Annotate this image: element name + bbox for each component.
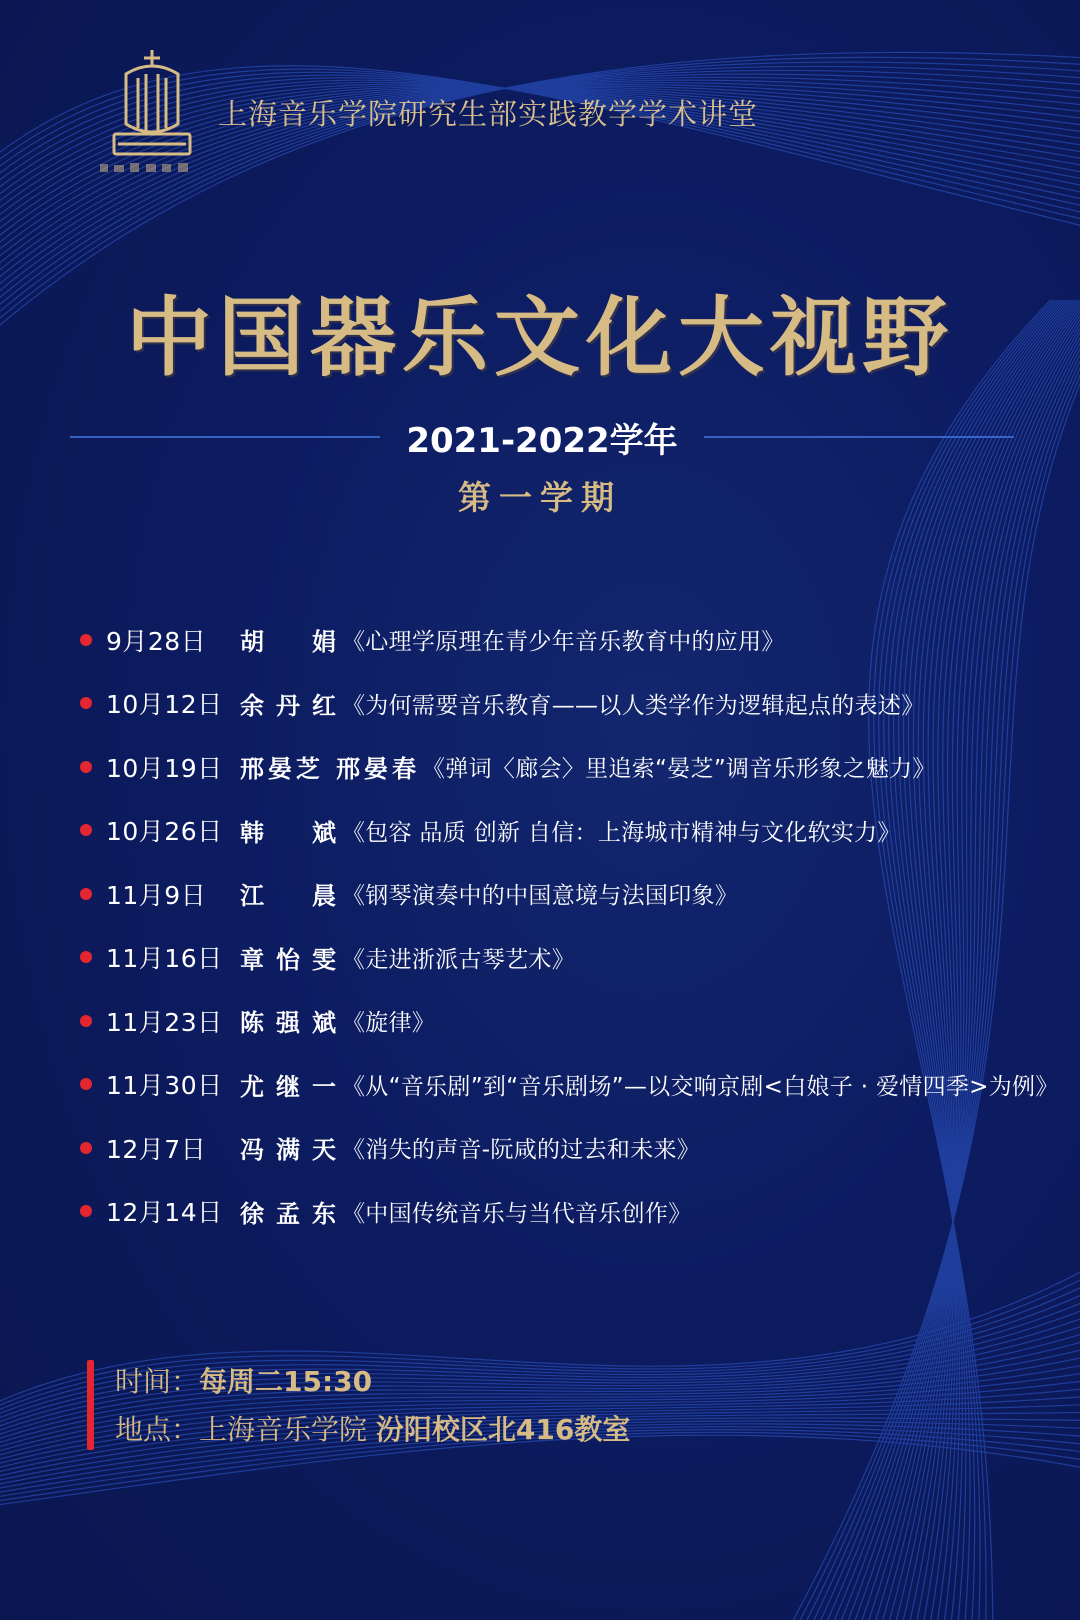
academic-year-row [70, 415, 1014, 459]
lecture-date: 11月23日 [106, 1007, 223, 1037]
bullet-icon [80, 824, 92, 836]
lecture-date: 10月12日 [106, 690, 223, 720]
lecture-topic: 《心理学原理在青少年音乐教育中的应用》 [342, 629, 785, 656]
schedule-row [80, 672, 1040, 736]
schedule-row [80, 1180, 1040, 1244]
lecture-topic: 《从“音乐剧”到“音乐剧场”—以交响京剧<白娘子 · 爱情四季>为例》 [342, 1073, 1059, 1100]
lecture-date: 11月30日 [106, 1071, 223, 1101]
schedule-row [80, 1053, 1059, 1117]
schedule-row [80, 989, 1040, 1053]
schedule-row [80, 862, 1040, 926]
time-value: 每周二15:30 [199, 1365, 373, 1398]
lecture-speaker: 胡 娟 [240, 628, 336, 657]
place-school: 上海音乐学院 [199, 1413, 376, 1446]
schedule-row [80, 799, 1040, 863]
bullet-icon [80, 761, 92, 773]
lecture-speaker: 章怡雯 [240, 945, 336, 974]
bullet-icon [80, 697, 92, 709]
lecture-topic: 《消失的声音-阮咸的过去和未来》 [342, 1137, 701, 1164]
lecture-topic: 《中国传统音乐与当代音乐创作》 [342, 1200, 692, 1227]
bullet-icon [80, 1078, 92, 1090]
main-title: 中国器乐文化大视野 [126, 287, 954, 388]
lecture-date: 12月7日 [106, 1134, 207, 1164]
info-place [115, 1408, 630, 1448]
lecture-topic: 《为何需要音乐教育——以人类学作为逻辑起点的表述》 [342, 692, 925, 719]
schedule-row [80, 926, 1040, 990]
lecture-topic: 《钢琴演奏中的中国意境与法国印象》 [342, 883, 739, 910]
lecture-speaker: 冯满天 [240, 1136, 336, 1165]
info-time [115, 1360, 372, 1400]
divider-right [704, 436, 1014, 438]
lecture-topic: 《弹词〈廊会〉里追索“晏芝”调音乐形象之魅力》 [422, 756, 936, 783]
schedule-row [80, 1116, 1040, 1180]
lecture-date: 10月26日 [106, 817, 223, 847]
time-label: 时间： [115, 1365, 200, 1398]
divider-left [70, 436, 380, 438]
lecture-date: 10月19日 [106, 753, 223, 783]
bullet-icon [80, 888, 92, 900]
bullet-icon [80, 1142, 92, 1154]
lecture-speaker: 江 晨 [240, 882, 336, 911]
organizer-name: 上海音乐学院研究生部实践教学学术讲堂 [218, 97, 759, 131]
lecture-speaker: 尤继一 [240, 1072, 336, 1101]
semester-label: 第一学期 [458, 478, 622, 517]
academic-year: 2021-2022学年 [406, 420, 678, 461]
schedule-row [80, 735, 1040, 799]
lecture-date: 11月16日 [106, 944, 223, 974]
lecture-topic: 《包容 品质 创新 自信：上海城市精神与文化软实力》 [342, 819, 901, 846]
lecture-schedule [80, 608, 1059, 1243]
lecture-speaker: 韩 斌 [240, 818, 336, 847]
bullet-icon [80, 951, 92, 963]
lecture-speaker: 余丹红 [240, 691, 336, 720]
bullet-icon [80, 1015, 92, 1027]
lecture-topic: 《走进浙派古琴艺术》 [342, 946, 575, 973]
lecture-speaker: 徐孟东 [240, 1199, 336, 1228]
lecture-speaker: 邢晏芝 邢晏春 [240, 755, 416, 784]
schedule-row [80, 608, 1040, 672]
bullet-icon [80, 634, 92, 646]
lecture-date: 11月9日 [106, 880, 207, 910]
place-room: 汾阳校区北416教室 [375, 1413, 631, 1446]
lecture-speaker: 陈强斌 [240, 1009, 336, 1038]
info-accent-bar [87, 1360, 94, 1450]
lecture-topic: 《旋律》 [342, 1010, 436, 1037]
bullet-icon [80, 1205, 92, 1217]
lyre-logo-icon [100, 44, 204, 184]
place-label: 地点： [115, 1413, 200, 1446]
lecture-date: 12月14日 [106, 1198, 223, 1228]
lecture-date: 9月28日 [106, 626, 207, 656]
